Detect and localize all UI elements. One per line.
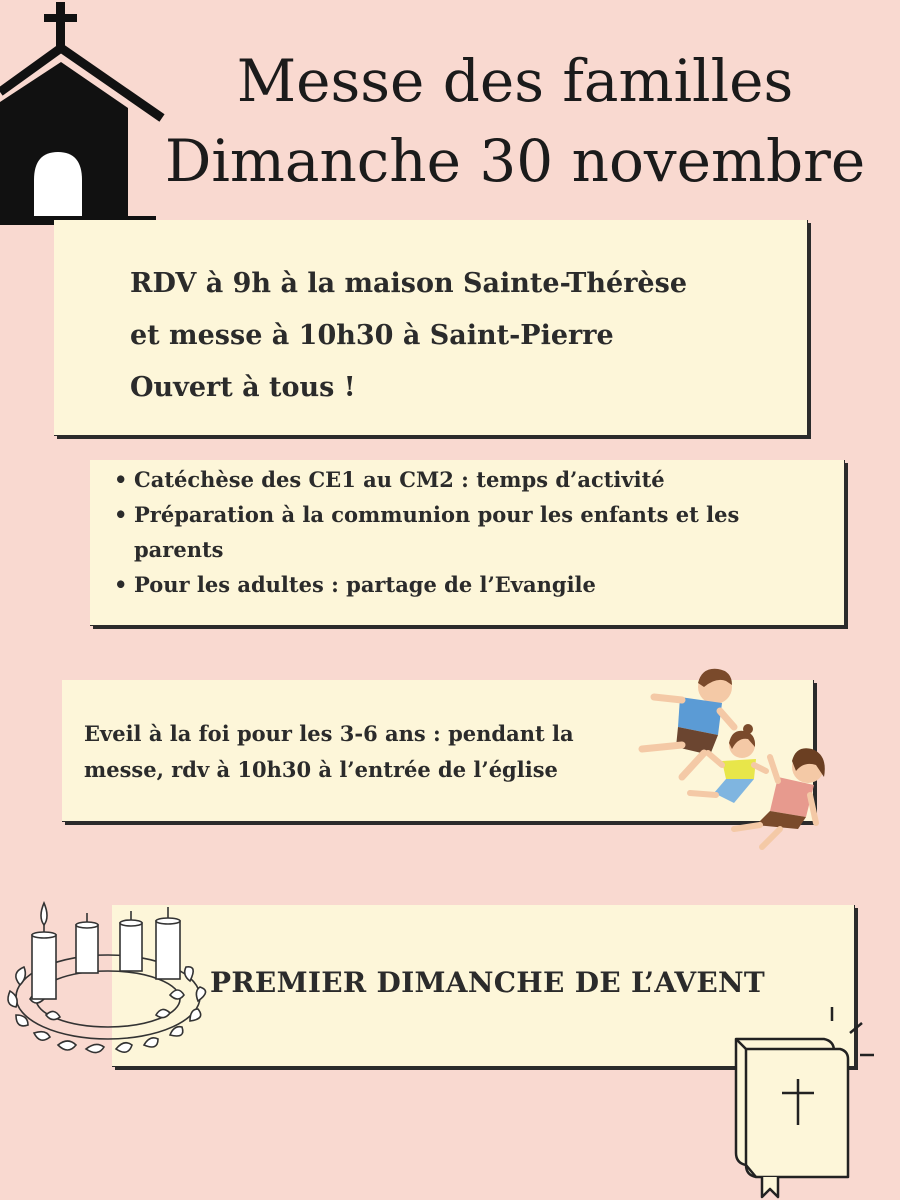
bible-icon xyxy=(728,1005,878,1200)
activity-item: • Préparation à la communion pour les enfants et les parents xyxy=(112,497,812,567)
meeting-line-1: RDV à 9h à la maison Sainte-Thérèse xyxy=(130,268,687,299)
event-date: Dimanche 30 novembre xyxy=(164,127,866,195)
church-icon xyxy=(0,0,170,230)
activities-list xyxy=(112,462,812,602)
eveil-text: Eveil à la foi pour les 3-6 ans : pendant la messe, rdv à 10h30 à l’entrée de l’église xyxy=(84,721,574,782)
activity-item: • Pour les adultes : partage de l’Evangile xyxy=(112,567,812,602)
event-title: Messe des familles xyxy=(236,47,794,115)
meeting-info xyxy=(130,258,687,414)
meeting-line-3: Ouvert à tous ! xyxy=(130,372,356,403)
meeting-line-2: et messe à 10h30 à Saint-Pierre xyxy=(130,320,614,351)
advent-wreath-icon xyxy=(6,895,211,1055)
activity-item: • Catéchèse des CE1 au CM2 : temps d’activité xyxy=(112,462,812,497)
children-illustration xyxy=(630,665,840,855)
advent-label: PREMIER DIMANCHE DE L’AVENT xyxy=(210,966,766,999)
